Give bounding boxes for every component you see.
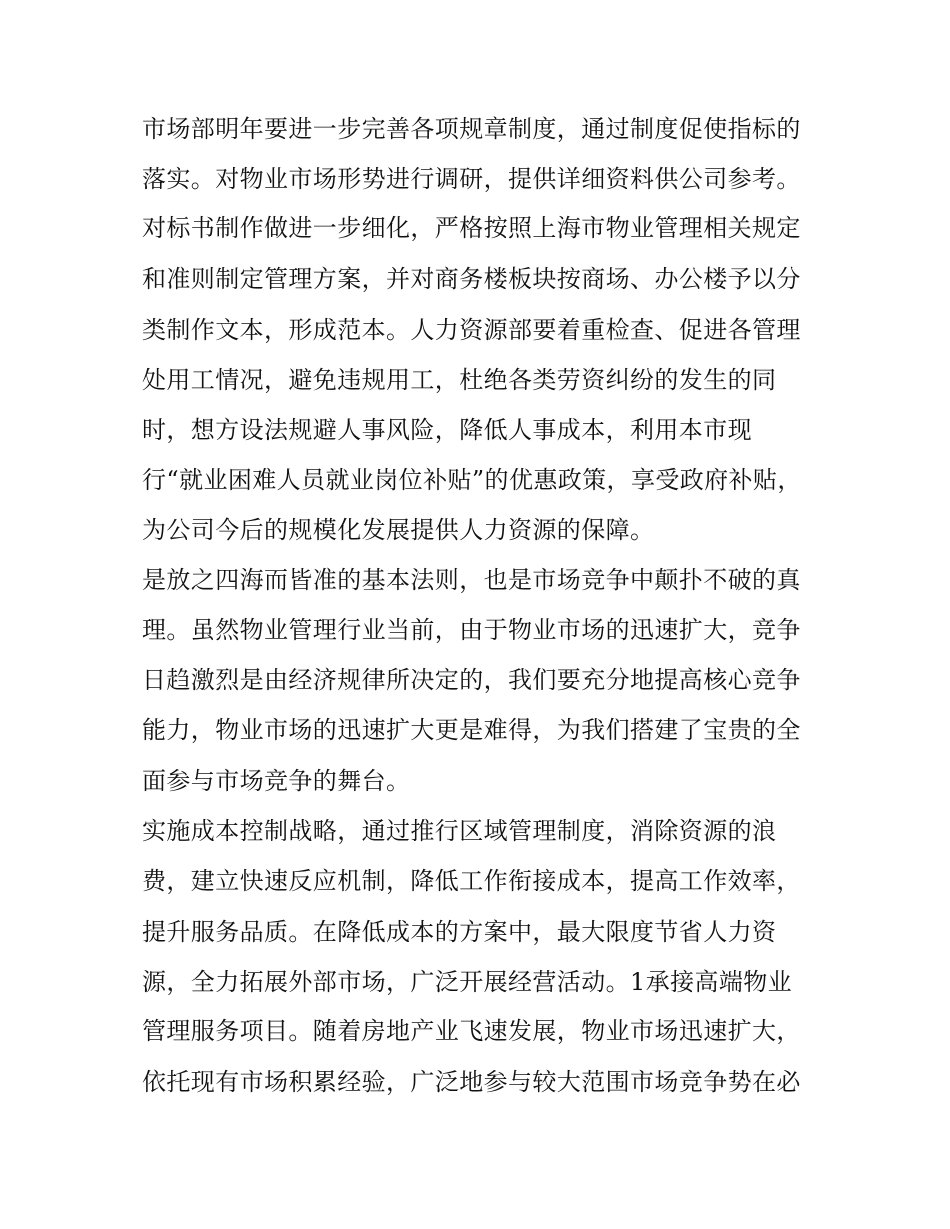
text-line: 处用工情况，避免违规用工，杜绝各类劳资纠纷的发生的同 bbox=[142, 366, 777, 394]
text-line: 和准则制定管理方案，并对商务楼板块按商场、办公楼予以分 bbox=[142, 265, 801, 293]
text-line: 提升服务品质。在降低成本的方案中，最大限度节省人力资 bbox=[142, 918, 777, 946]
text-line: 源，全力拓展外部市场，广泛开展经营活动。1承接高端物业 bbox=[142, 968, 793, 996]
text-line: 费，建立快速反应机制，降低工作衔接成本，提高工作效率， bbox=[142, 867, 801, 895]
text-line: 时，想方设法规避人事风险，降低人事成本，利用本市现 bbox=[142, 416, 752, 444]
text-line: 类制作文本，形成范本。人力资源部要着重检查、促进各管理 bbox=[142, 316, 801, 344]
text-line: 实施成本控制战略，通过推行区域管理制度，消除资源的浪 bbox=[142, 817, 777, 845]
text-line: 行“就业困难人员就业岗位补贴”的优惠政策，享受政府补贴， bbox=[142, 466, 802, 494]
text-line: 管理服务项目。随着房地产业飞速发展，物业市场迅速扩大， bbox=[142, 1017, 801, 1045]
text-line: 依托现有市场积累经验，广泛地参与较大范围市场竞争势在必 bbox=[142, 1068, 801, 1096]
text-line: 日趋激烈是由经济规律所决定的，我们要充分地提高核心竞争 bbox=[142, 666, 801, 694]
text-line: 对标书制作做进一步细化，严格按照上海市物业管理相关规定 bbox=[142, 214, 801, 242]
text-line: 是放之四海而皆准的基本法则，也是市场竞争中颠扑不破的真 bbox=[142, 566, 801, 594]
text-line: 市场部明年要进一步完善各项规章制度，通过制度促使指标的 bbox=[142, 115, 801, 143]
text-line: 理。虽然物业管理行业当前，由于物业市场的迅速扩大，竞争 bbox=[142, 616, 801, 644]
text-line: 落实。对物业市场形势进行调研，提供详细资料供公司参考。 bbox=[142, 165, 801, 193]
text-line: 面参与市场竞争的舞台。 bbox=[142, 767, 411, 795]
text-line: 为公司今后的规模化发展提供人力资源的保障。 bbox=[142, 516, 655, 544]
text-line: 能力，物业市场的迅速扩大更是难得，为我们搭建了宝贵的全 bbox=[142, 716, 801, 744]
